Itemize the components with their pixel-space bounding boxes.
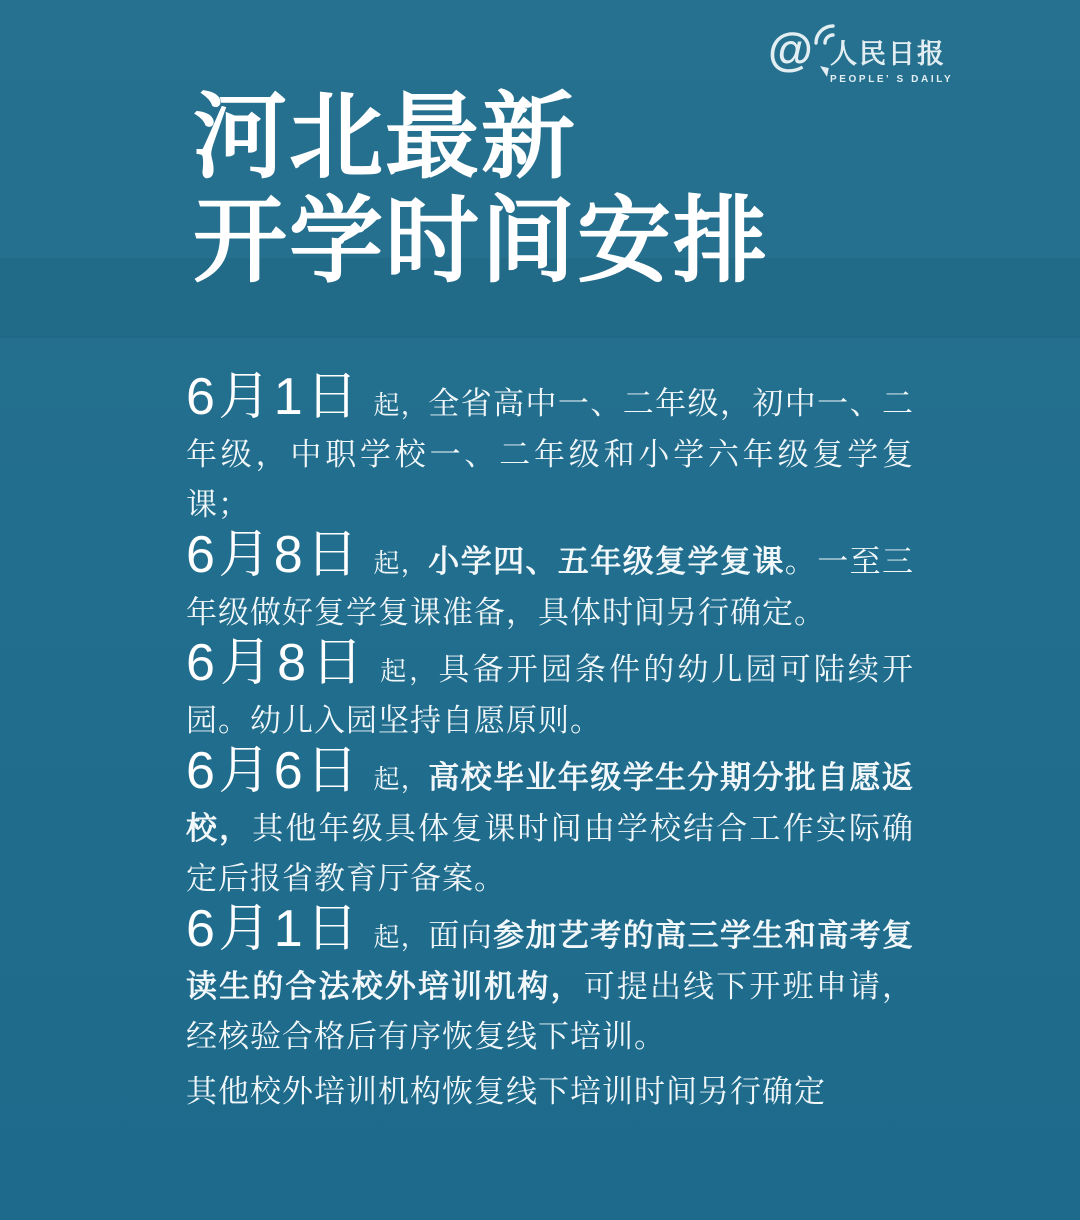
schedule-footnote: 其他校外培训机构恢复线下培训时间另行确定: [186, 1074, 826, 1109]
logo-tail-pointer: [818, 66, 829, 77]
schedule-text-segment: 。一至三年级做好复学复课准备，具体时间另行确定。: [186, 544, 915, 630]
logo-name-en: PEOPLE' S DAILY: [830, 74, 954, 85]
peoples-daily-logo: [768, 24, 953, 85]
schedule-text-segment: 具备开园条件的幼儿园可陆续开园。幼儿入园坚持自愿原则。: [186, 652, 914, 738]
schedule-date: 6月8日: [186, 526, 362, 584]
at-symbol: @: [768, 23, 813, 75]
page-title-line2: 开学时间安排: [193, 187, 770, 293]
schedule-item: [186, 742, 915, 904]
schedule-text-segment: 可提出线下开班申请，经核验合格后有序恢复线下培训。: [186, 969, 915, 1054]
schedule-item: [186, 526, 915, 638]
signal-waves-icon: [808, 18, 836, 46]
schedule-qi: 起，: [373, 764, 429, 794]
schedule-date: 6月6日: [186, 742, 362, 800]
logo-text: [830, 24, 953, 85]
schedule-list: [186, 368, 915, 1117]
schedule-text-segment: 高校毕业年级学生分期分批自愿返校，: [186, 760, 914, 846]
schedule-qi: 起，: [373, 390, 429, 420]
schedule-qi: 起，: [373, 922, 429, 952]
schedule-text-segment: 全省高中一、二年级，初中一、二年级，中职学校一、二年级和小学六年级复学复课；: [186, 386, 914, 522]
logo-name-cn: 人民日报: [830, 39, 946, 69]
schedule-item: [186, 368, 914, 530]
at-broadcast-icon: [768, 24, 820, 78]
schedule-text-segment: 面向: [428, 918, 494, 953]
schedule-text-segment: 其他年级具体复课时间由学校结合工作实际确定后报省教育厅备案。: [186, 811, 915, 896]
schedule-item: [186, 900, 915, 1062]
schedule-text-segment: 参加艺考的高三学生和高考复读生的合法校外培训机构，: [186, 918, 915, 1004]
schedule-text-segment: 小学四、五年级复学复课: [428, 544, 785, 579]
schedule-qi: 起，: [373, 548, 429, 578]
page-title: [193, 85, 769, 293]
schedule-date: 6月1日: [186, 368, 362, 426]
schedule-date: 6月1日: [186, 900, 362, 958]
schedule-qi: 起，: [380, 656, 439, 686]
schedule-item: [186, 634, 914, 746]
page-title-line1: 河北最新: [193, 83, 578, 189]
schedule-date: 6月8日: [186, 634, 369, 692]
